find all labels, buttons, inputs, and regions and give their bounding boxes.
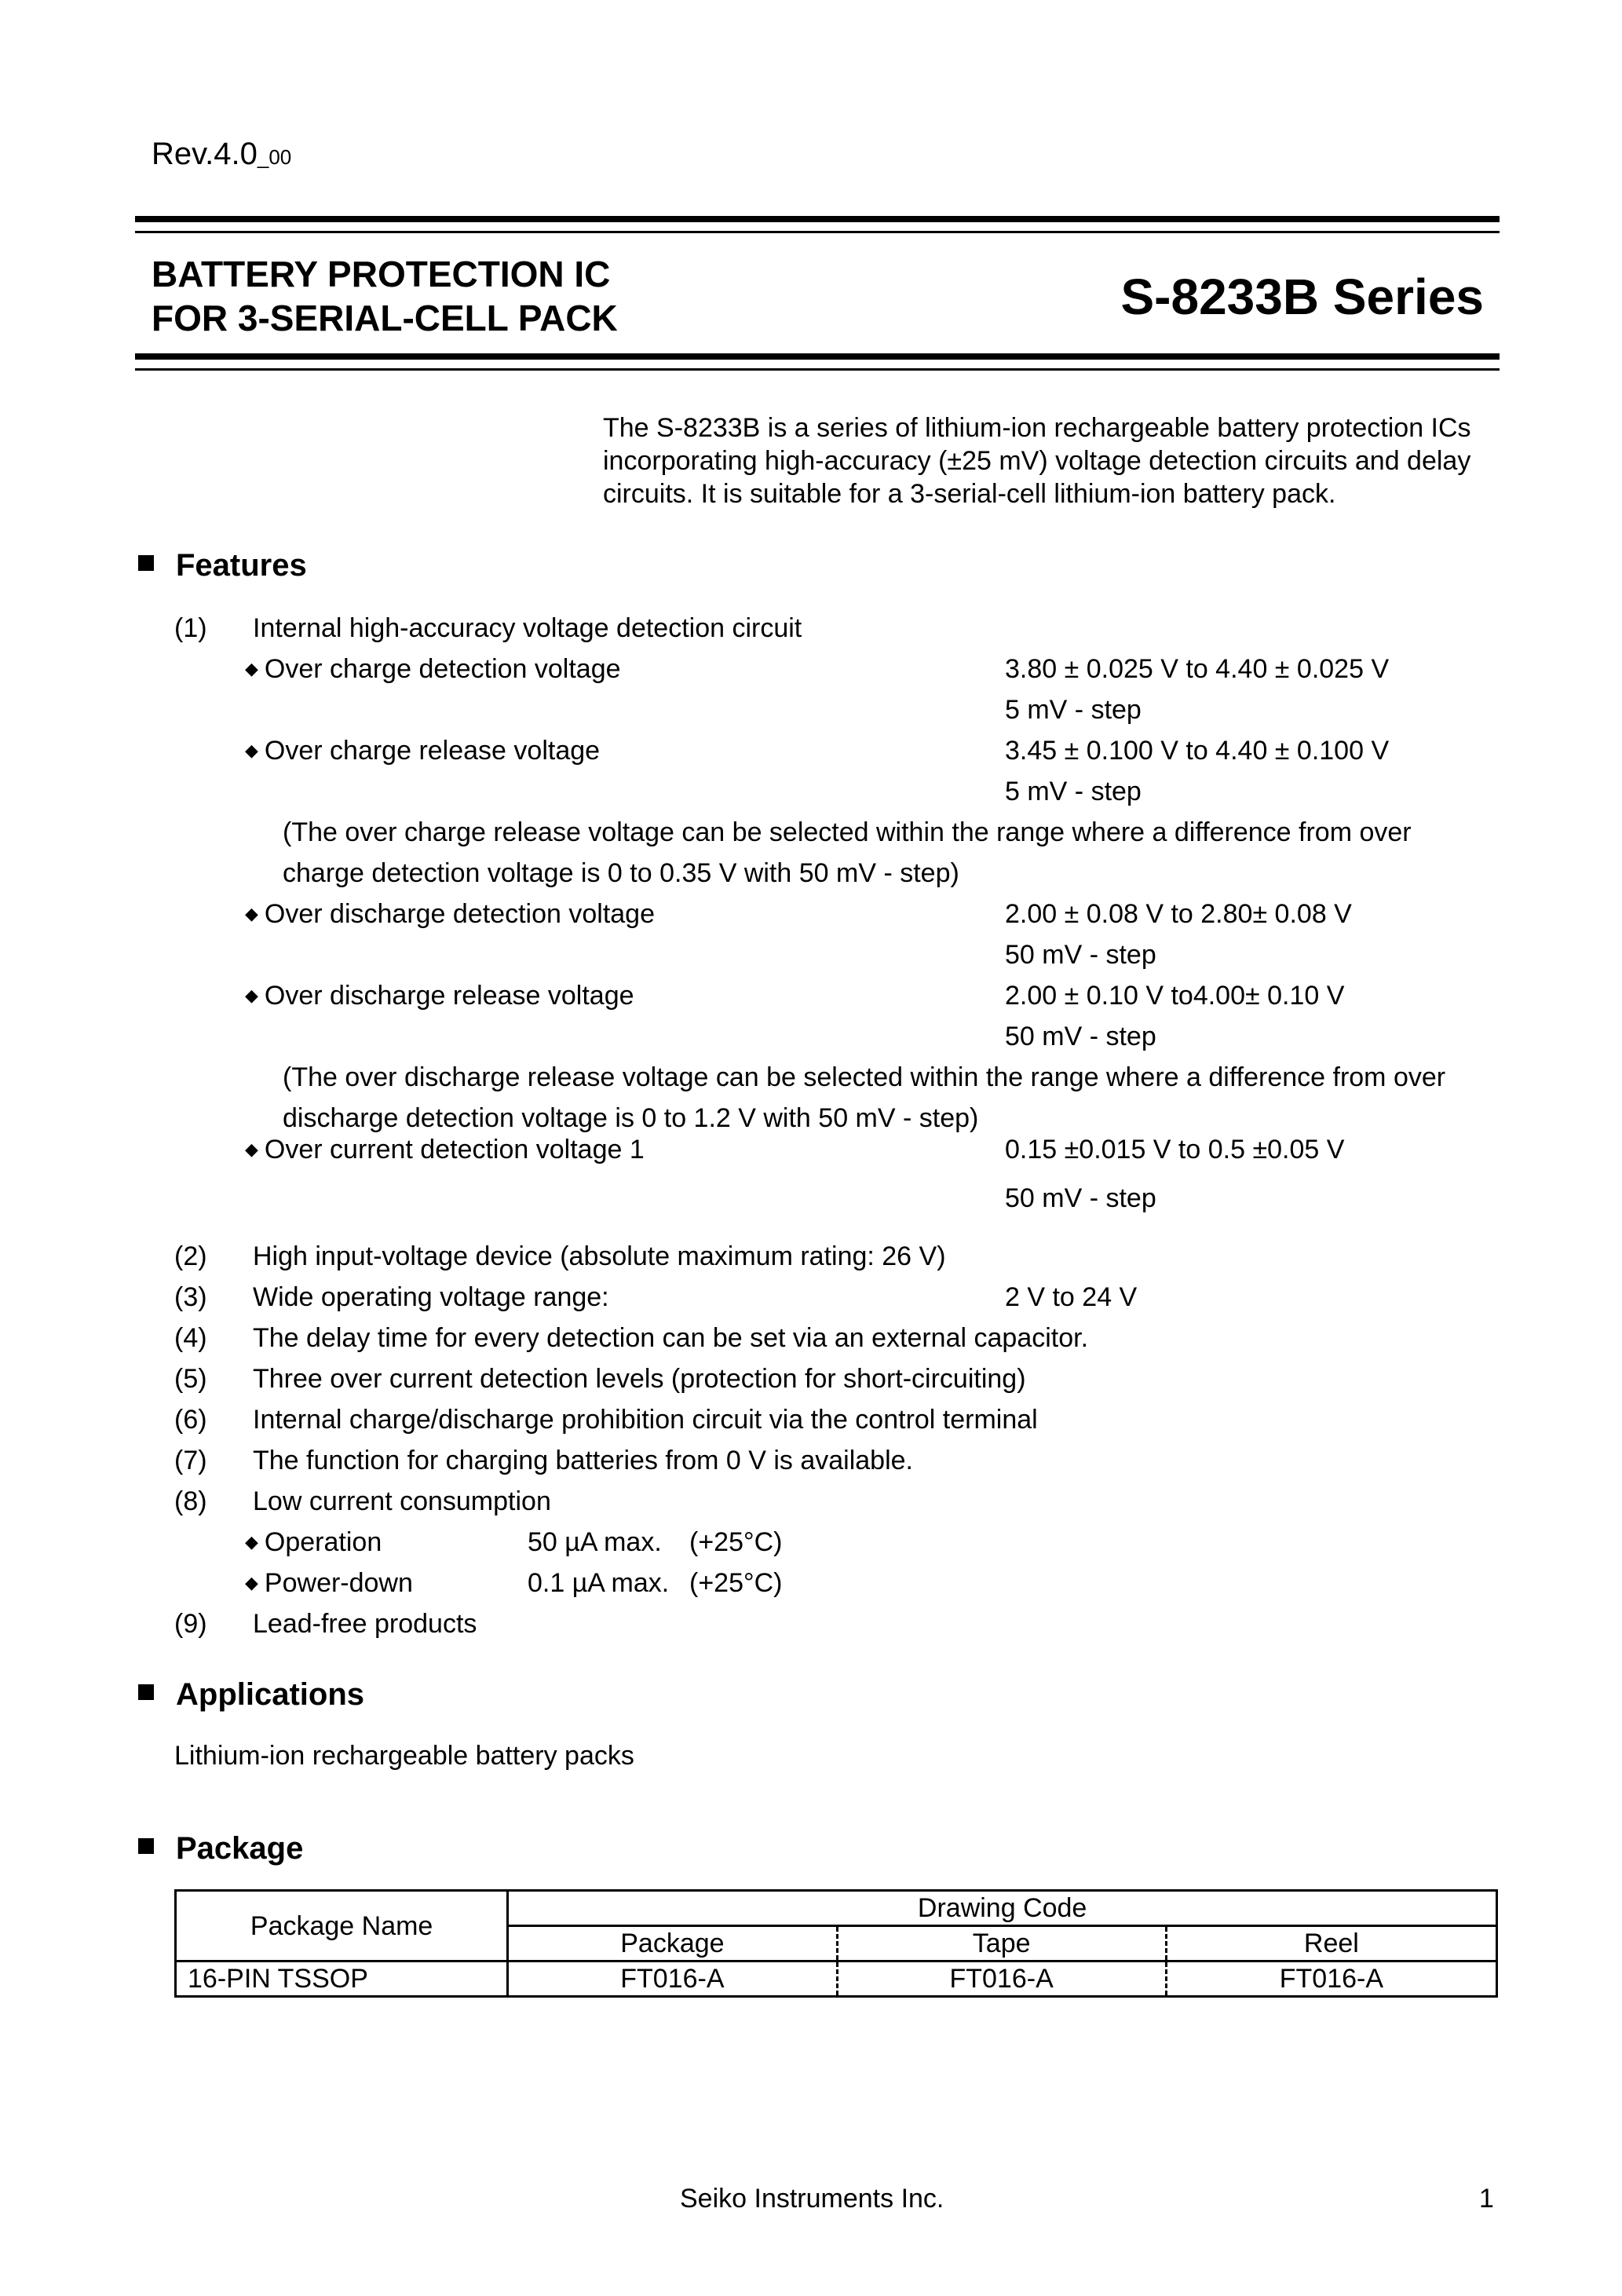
doc-title-line1: BATTERY PROTECTION IC: [152, 254, 611, 294]
item-number: (7): [174, 1446, 207, 1475]
cell-tape: FT016-A: [837, 1961, 1166, 1997]
consumption-label: ◆ Operation: [245, 1527, 382, 1557]
sub-value: 0.15 ±0.015 V to 0.5 ±0.05 V: [1005, 1135, 1345, 1164]
item-text: High input-voltage device (absolute maximum rating: 26 V): [253, 1241, 946, 1271]
doc-title-line2: FOR 3-SERIAL-CELL PACK: [152, 298, 618, 338]
header-rule-top-thick: [135, 216, 1500, 222]
sub-value: 2.00 ± 0.08 V to 2.80± 0.08 V: [1005, 899, 1352, 929]
item-text: Internal charge/discharge prohibition circuit via the control terminal: [253, 1405, 1038, 1435]
footer-company: Seiko Instruments Inc.: [680, 2184, 944, 2214]
intro-line: circuits. It is suitable for a 3-serial-cell lithium-ion battery pack.: [603, 479, 1336, 509]
sub-step: 5 mV - step: [1005, 695, 1142, 725]
item-value: 2 V to 24 V: [1005, 1282, 1138, 1312]
sub-value: 3.80 ± 0.025 V to 4.40 ± 0.025 V: [1005, 654, 1390, 684]
sub-label: ◆ Over discharge detection voltage: [245, 899, 655, 929]
applications-text: Lithium-ion rechargeable battery packs: [174, 1741, 634, 1771]
col-drawing-code: Drawing Code: [508, 1891, 1497, 1926]
square-bullet-icon: [138, 555, 154, 571]
diamond-bullet-icon: ◆: [245, 1532, 258, 1552]
note-line: (The over charge release voltage can be selected within the range where a difference from over: [283, 817, 1412, 847]
cell-package-name: 16-PIN TSSOP: [176, 1961, 508, 1997]
consumption-label: ◆ Power-down: [245, 1568, 413, 1598]
note-line: charge detection voltage is 0 to 0.35 V with 50 mV - step): [283, 858, 959, 888]
item-text: Low current consumption: [253, 1486, 551, 1516]
page-number: 1: [1479, 2184, 1494, 2214]
sub-value: 2.00 ± 0.10 V to4.00± 0.10 V: [1005, 981, 1345, 1011]
sub-step: 50 mV - step: [1005, 1022, 1156, 1051]
sub-label: ◆ Over charge release voltage: [245, 736, 601, 766]
item-number: (2): [174, 1241, 207, 1271]
cell-package: FT016-A: [508, 1961, 837, 1997]
sub-label: ◆ Over charge detection voltage: [245, 654, 621, 684]
header-rule-top-thin: [135, 231, 1500, 233]
header-rule-bottom-thick: [135, 353, 1500, 360]
square-bullet-icon: [138, 1838, 154, 1854]
series-title: S-8233B Series: [1120, 269, 1484, 325]
square-bullet-icon: [138, 1684, 154, 1700]
consumption-cond: (+25°C): [689, 1527, 783, 1557]
sub-value: 3.45 ± 0.100 V to 4.40 ± 0.100 V: [1005, 736, 1390, 766]
package-table: [174, 1889, 1498, 1998]
note-line: (The over discharge release voltage can be selected within the range where a difference from over: [283, 1062, 1446, 1092]
cell-reel: FT016-A: [1166, 1961, 1496, 1997]
col-reel: Reel: [1166, 1926, 1496, 1961]
item-text: The delay time for every detection can be set via an external capacitor.: [253, 1323, 1089, 1353]
item-text: Three over current detection levels (protection for short-circuiting): [253, 1364, 1026, 1394]
item-number: (4): [174, 1323, 207, 1353]
package-heading: Package: [138, 1830, 303, 1867]
col-package-name: Package Name: [176, 1891, 508, 1961]
sub-step: 5 mV - step: [1005, 777, 1142, 806]
item-text: Internal high-accuracy voltage detection circuit: [253, 613, 802, 643]
consumption-cond: (+25°C): [689, 1568, 783, 1598]
col-tape: Tape: [837, 1926, 1166, 1961]
diamond-bullet-icon: ◆: [245, 904, 258, 923]
item-number: (3): [174, 1282, 207, 1312]
consumption-value: 0.1 µA max.: [528, 1568, 670, 1598]
sub-label: ◆ Over current detection voltage 1: [245, 1135, 645, 1164]
item-text: The function for charging batteries from 0 V is available.: [253, 1446, 913, 1475]
features-heading: Features: [138, 547, 307, 584]
table-row: [176, 1961, 1497, 1997]
sub-step: 50 mV - step: [1005, 1183, 1156, 1213]
diamond-bullet-icon: ◆: [245, 1139, 258, 1159]
sub-label: ◆ Over discharge release voltage: [245, 981, 634, 1011]
item-number: (5): [174, 1364, 207, 1394]
sub-step: 50 mV - step: [1005, 940, 1156, 970]
intro-line: The S-8233B is a series of lithium-ion rechargeable battery protection ICs: [603, 413, 1471, 443]
note-line: discharge detection voltage is 0 to 1.2 V with 50 mV - step): [283, 1103, 979, 1133]
item-text: Wide operating voltage range:: [253, 1282, 609, 1312]
diamond-bullet-icon: ◆: [245, 740, 258, 760]
item-number: (1): [174, 613, 207, 643]
consumption-value: 50 µA max.: [528, 1527, 662, 1557]
item-text: Lead-free products: [253, 1609, 477, 1639]
intro-line: incorporating high-accuracy (±25 mV) voltage detection circuits and delay: [603, 446, 1471, 476]
diamond-bullet-icon: ◆: [245, 985, 258, 1005]
intro-paragraph: [603, 411, 1506, 510]
applications-heading: Applications: [138, 1676, 364, 1713]
revision-label: Rev.4.0_00: [152, 137, 292, 171]
diamond-bullet-icon: ◆: [245, 1573, 258, 1592]
item-number: (8): [174, 1486, 207, 1516]
header-rule-bottom-thin: [135, 368, 1500, 371]
item-number: (6): [174, 1405, 207, 1435]
col-package: Package: [508, 1926, 837, 1961]
diamond-bullet-icon: ◆: [245, 659, 258, 678]
item-number: (9): [174, 1609, 207, 1639]
